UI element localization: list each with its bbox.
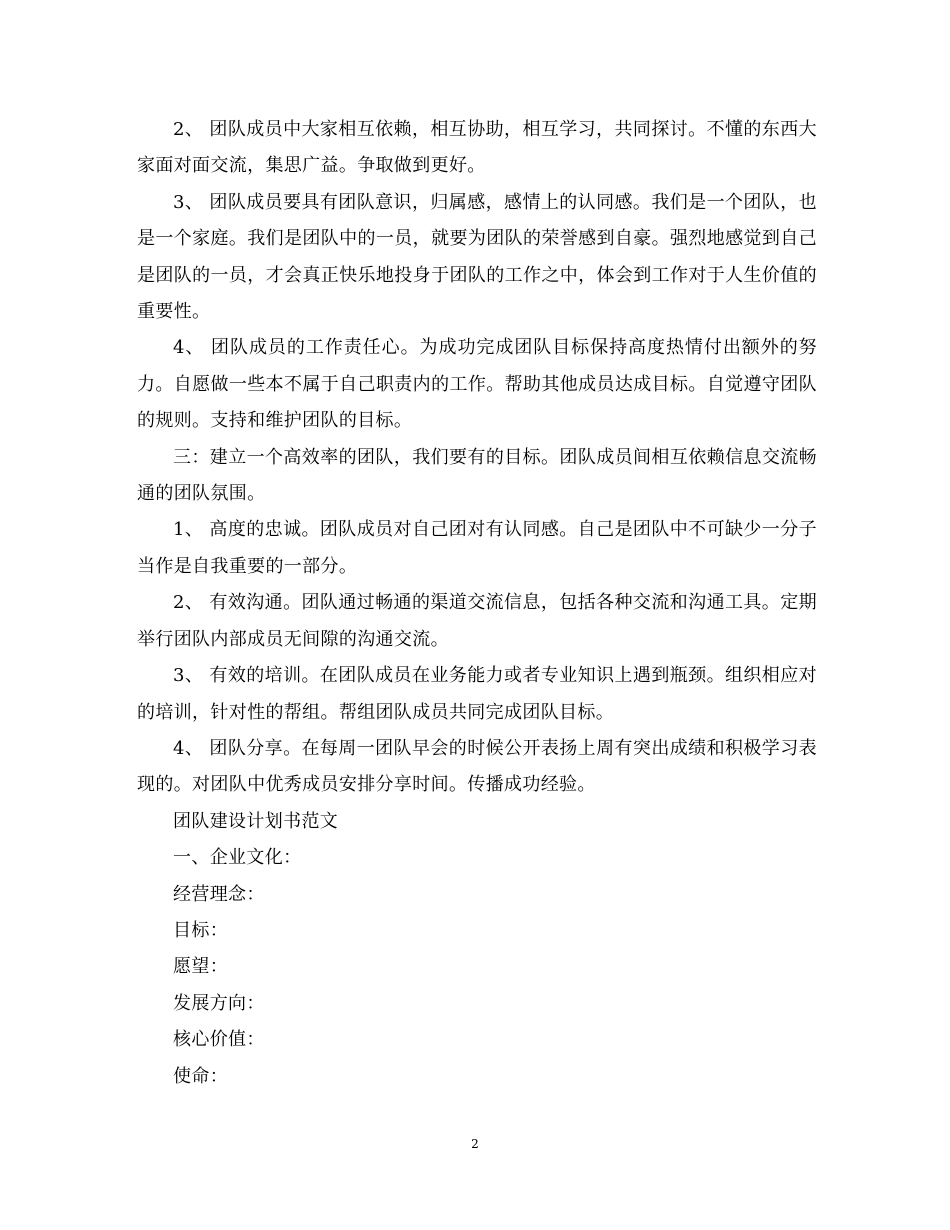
field-label-business-philosophy: 经营理念： (173, 883, 265, 905)
paragraph-communication: 2、 有效沟通。团队通过畅通的渠道交流信息，包括各种交流和沟通工具。定期举行团队内部成员无间隙的沟通交流。 (137, 592, 817, 650)
field-label-core-values: 核心价值： (173, 1029, 265, 1051)
paragraph-team-awareness: 3、 团队成员要具有团队意识，归属感，感情上的认同感。我们是一个团队，也是一个家庭。我们是团队中的一员，就要为团队的荣誉感到自豪。强烈地感觉到自己是团队的一员，才会真正快乐地投身于团队的工作之中，体会到工作对于人生价值的重要性。 (137, 191, 817, 323)
field-label-aspiration: 愿望： (173, 956, 229, 978)
section-heading-corporate-culture: 一、企业文化： (173, 847, 302, 869)
page-number: 2 (471, 1137, 479, 1151)
section-title-team-plan: 团队建设计划书范文 (173, 810, 339, 832)
paragraph-efficient-team: 三：建立一个高效率的团队，我们要有的目标。团队成员间相互依赖信息交流畅通的团队氛围。 (137, 446, 817, 505)
paragraph-loyalty: 1、 高度的忠诚。团队成员对自己团对有认同感。自己是团队中不可缺少一分子当作是自我重要的一部分。 (137, 519, 817, 577)
field-label-mission: 使命： (173, 1065, 229, 1087)
paragraph-team-responsibility: 4、 团队成员的工作责任心。为成功完成团队目标保持高度热情付出额外的努力。自愿做一些本不属于自己职责内的工作。帮助其他成员达成目标。自觉遵守团队的规则。支持和维护团队的目标。 (137, 337, 817, 432)
field-label-development-direction: 发展方向： (173, 992, 265, 1014)
field-label-goal: 目标： (173, 919, 229, 941)
paragraph-training: 3、 有效的培训。在团队成员在业务能力或者专业知识上遇到瓶颈。组织相应对的培训，针对性的帮组。帮组团队成员共同完成团队目标。 (137, 665, 817, 723)
document-body (137, 112, 817, 1095)
paragraph-sharing: 4、 团队分享。在每周一团队早会的时候公开表扬上周有突出成绩和积极学习表现的。对团队中优秀成员安排分享时间。传播成功经验。 (137, 737, 817, 796)
paragraph-team-dependence: 2、 团队成员中大家相互依赖，相互协助，相互学习，共同探讨。不懂的东西大家面对面交流，集思广益。争取做到更好。 (137, 119, 817, 177)
